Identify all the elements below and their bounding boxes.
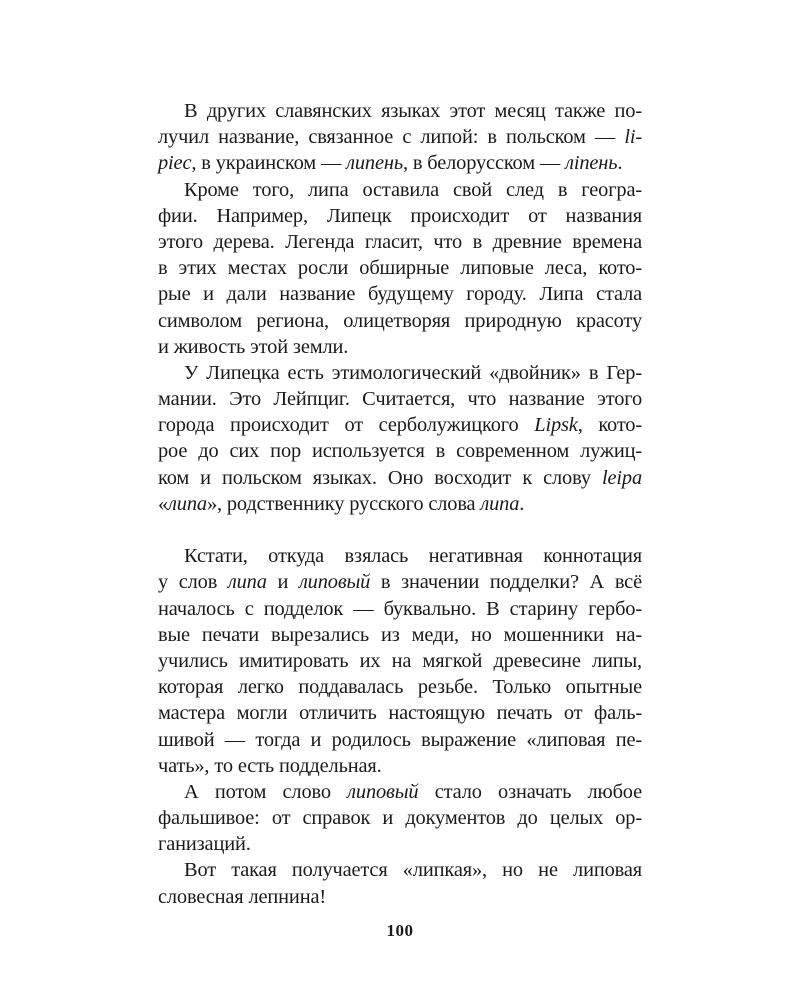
- italic-word: липовый: [347, 780, 419, 803]
- italic-word: липа: [168, 492, 207, 515]
- text-run: ганизаций.: [158, 833, 251, 856]
- text-run: символом региона, олицетворяя природную красоту: [158, 309, 642, 332]
- text-line: [158, 700, 642, 726]
- text-run: Кроме того, липа оставила свой след в геогра-: [184, 178, 642, 201]
- text-run: началось с подделок — буквально. В старину гербо-: [158, 597, 642, 620]
- text-run: .: [617, 152, 623, 175]
- italic-word: Lipsk: [534, 414, 578, 437]
- italic-word: ліпень: [565, 152, 618, 175]
- text-run: в этих местах росли обширные липовые леса, кото-: [158, 257, 642, 280]
- text-line: [158, 543, 642, 569]
- text-run: Вот такая получается «липкая», но не липовая: [184, 859, 642, 882]
- text-run: фии. Например, Липецк происходит от названия: [158, 204, 642, 227]
- text-line: [158, 674, 642, 700]
- text-run: рые и дали название будущему городу. Липа стала: [158, 283, 642, 306]
- text-run: ком и польском языках. Оно восходит к слову: [158, 466, 602, 489]
- text-line: [158, 857, 642, 883]
- text-run: мастера могли отличить настоящую печать от фаль-: [158, 702, 642, 725]
- text-line: [158, 386, 642, 412]
- text-run: У Липецка есть этимологический «двойник» в Гер-: [184, 361, 642, 384]
- text-line: [158, 281, 642, 307]
- text-line: [158, 412, 642, 438]
- text-run: , в белорусском —: [402, 152, 566, 175]
- text-run: шивой — тогда и родилось выражение «липовая пе-: [158, 728, 642, 751]
- text-run: рое до сих пор используется в современном лужиц-: [158, 440, 642, 463]
- page-number: 100: [386, 921, 414, 940]
- italic-word: липень: [346, 152, 403, 175]
- text-run: вые печати вырезались из меди, но мошенники на-: [158, 623, 642, 646]
- text-run: мании. Это Лейпциг. Считается, что название этого: [158, 388, 642, 411]
- text-line: [158, 334, 642, 360]
- text-line: [158, 805, 642, 831]
- text-line: [158, 229, 642, 255]
- text-line: [158, 308, 642, 334]
- text-line: [158, 255, 642, 281]
- text-line: [158, 177, 642, 203]
- text-run: », родственнику русского слова: [206, 492, 481, 515]
- italic-word: piec: [158, 152, 192, 175]
- text-line: [158, 727, 642, 753]
- text-run: фальшивое: от справок и документов до целых ор-: [158, 807, 642, 830]
- text-run: словесная лепнина!: [158, 885, 326, 908]
- text-line: [158, 203, 642, 229]
- text-line: [158, 438, 642, 464]
- text-run: которая легко поддавалась резьбе. Только опытные: [158, 676, 642, 699]
- text-line: [158, 831, 642, 857]
- text-run: «: [158, 492, 169, 515]
- text-run: чать», то есть поддельная.: [158, 754, 382, 777]
- text-run: стало означать любое: [418, 780, 642, 803]
- text-line: [158, 779, 642, 805]
- body-text: [158, 98, 642, 910]
- text-run: у слов: [158, 571, 228, 594]
- text-line: [158, 622, 642, 648]
- text-run: в значении подделки? А всё: [370, 571, 642, 594]
- text-run: , кото-: [577, 414, 642, 437]
- text-run: , в украинском —: [191, 152, 347, 175]
- text-line: [158, 465, 642, 491]
- paragraph-gap: [158, 517, 642, 543]
- text-run: этого дерева. Легенда гласит, что в древние времена: [158, 230, 642, 253]
- text-line: [158, 569, 642, 595]
- text-run: учились имитировать их на мягкой древесине липы,: [158, 649, 642, 672]
- italic-word: li-: [624, 126, 642, 149]
- text-line: [158, 884, 642, 910]
- text-line: [158, 491, 642, 517]
- text-run: и живость этой земли.: [158, 335, 349, 358]
- text-run: В других славянских языках этот месяц также по-: [184, 100, 642, 122]
- italic-word: leipa: [601, 466, 642, 489]
- italic-word: липа: [480, 492, 520, 515]
- text-run: .: [519, 492, 525, 515]
- text-run: Кстати, откуда взялась негативная коннотация: [184, 545, 642, 568]
- italic-word: липа: [227, 571, 267, 594]
- text-line: [158, 360, 642, 386]
- text-line: [158, 150, 642, 176]
- text-line: [158, 753, 642, 779]
- text-run: А потом слово: [184, 780, 348, 803]
- text-line: [158, 648, 642, 674]
- text-run: и: [266, 571, 299, 594]
- text-line: [158, 596, 642, 622]
- text-run: лучил название, связанное с липой: в польском —: [158, 126, 625, 149]
- text-run: города происходит от серболужицкого: [158, 414, 535, 437]
- italic-word: липовый: [298, 571, 371, 594]
- text-line: [158, 98, 642, 124]
- text-line: [158, 124, 642, 150]
